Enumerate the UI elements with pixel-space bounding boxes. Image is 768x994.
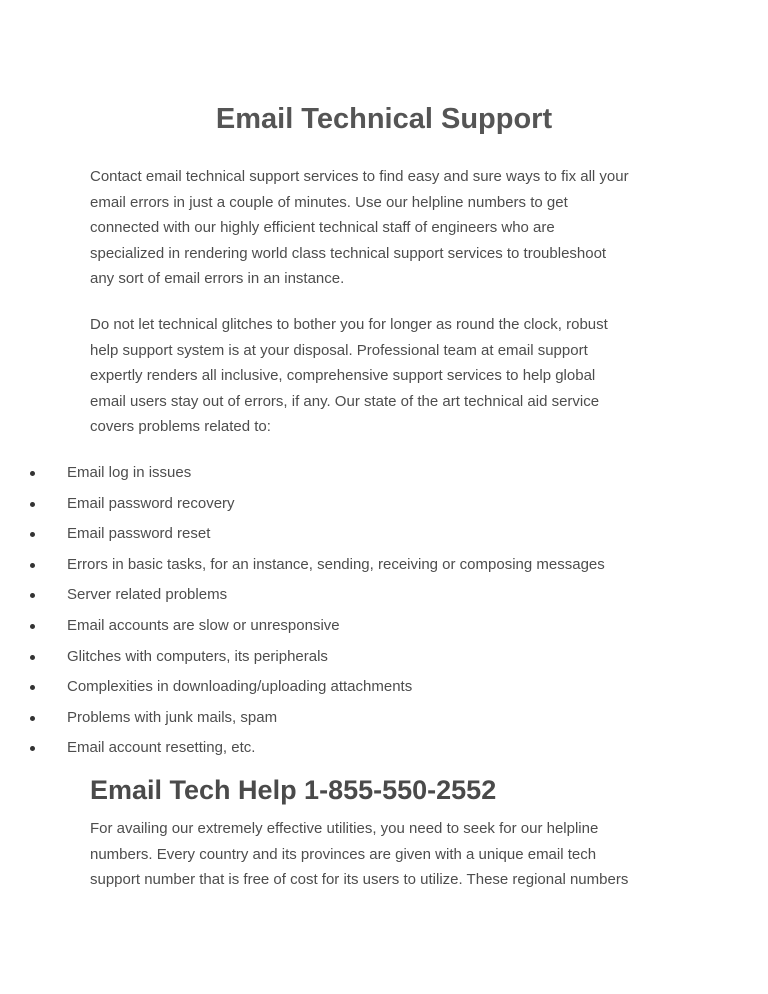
list-item-text: Complexities in downloading/uploading attachments xyxy=(67,678,413,696)
problems-list xyxy=(0,460,768,766)
helpline-paragraph xyxy=(90,816,690,893)
list-item xyxy=(0,491,768,522)
paragraph-line: support number that is free of cost for its users to utilize. These regional numbers xyxy=(90,871,629,888)
paragraph-line: Do not let technical glitches to bother you for longer as round the clock, robust xyxy=(90,316,608,333)
list-item xyxy=(0,460,768,491)
document-title: Email Technical Support xyxy=(215,103,553,135)
list-item xyxy=(0,735,768,766)
list-item xyxy=(0,644,768,675)
list-item-text: Glitches with computers, its peripherals xyxy=(67,647,328,665)
bullet-icon xyxy=(30,746,35,751)
list-item-text: Email log in issues xyxy=(67,464,192,481)
intro-paragraph xyxy=(90,164,690,292)
bullet-icon xyxy=(30,471,35,476)
list-item-text: Email password recovery xyxy=(67,494,235,512)
bullet-icon xyxy=(30,593,35,598)
list-item-text: Problems with junk mails, spam xyxy=(67,708,278,726)
paragraph-line: email users stay out of errors, if any. Our state of the art technical aid service xyxy=(90,392,600,410)
bullet-icon xyxy=(30,655,35,660)
list-item xyxy=(0,705,768,736)
paragraph-line: Contact email technical support services to find easy and sure ways to fix all your xyxy=(90,168,629,185)
list-item xyxy=(0,582,768,613)
paragraph-line: connected with our highly efficient technical staff of engineers who are xyxy=(90,219,555,236)
list-item-text: Email accounts are slow or unresponsive xyxy=(67,616,340,634)
list-item-text: Email password reset xyxy=(67,525,211,543)
paragraph-line: email errors in just a couple of minutes. Use our helpline numbers to get xyxy=(90,193,568,211)
services-paragraph xyxy=(90,312,690,440)
list-item xyxy=(0,674,768,705)
list-item xyxy=(0,521,768,552)
list-item-text: Errors in basic tasks, for an instance, sending, receiving or composing messages xyxy=(67,555,605,573)
helpline-heading: Email Tech Help 1-855-550-2552 xyxy=(90,775,497,805)
paragraph-line: help support system is at your disposal. Professional team at email support xyxy=(90,341,588,359)
paragraph-line: specialized in rendering world class technical support services to troubleshoot xyxy=(90,244,607,262)
list-item xyxy=(0,613,768,644)
list-item-text: Email account resetting, etc. xyxy=(67,739,256,757)
paragraph-line: any sort of email errors in an instance. xyxy=(90,270,345,287)
list-item-text: Server related problems xyxy=(67,586,228,604)
paragraph-line: For availing our extremely effective utilities, you need to seek for our helpline xyxy=(90,820,599,837)
paragraph-line: expertly renders all inclusive, comprehensive support services to help global xyxy=(90,367,596,384)
bullet-icon xyxy=(30,502,35,507)
list-item xyxy=(0,552,768,583)
paragraph-line: numbers. Every country and its provinces are given with a unique email tech xyxy=(90,845,597,863)
bullet-icon xyxy=(30,624,35,629)
bullet-icon xyxy=(30,685,35,690)
bullet-icon xyxy=(30,716,35,721)
bullet-icon xyxy=(30,563,35,568)
paragraph-line: covers problems related to: xyxy=(90,418,271,435)
bullet-icon xyxy=(30,532,35,537)
